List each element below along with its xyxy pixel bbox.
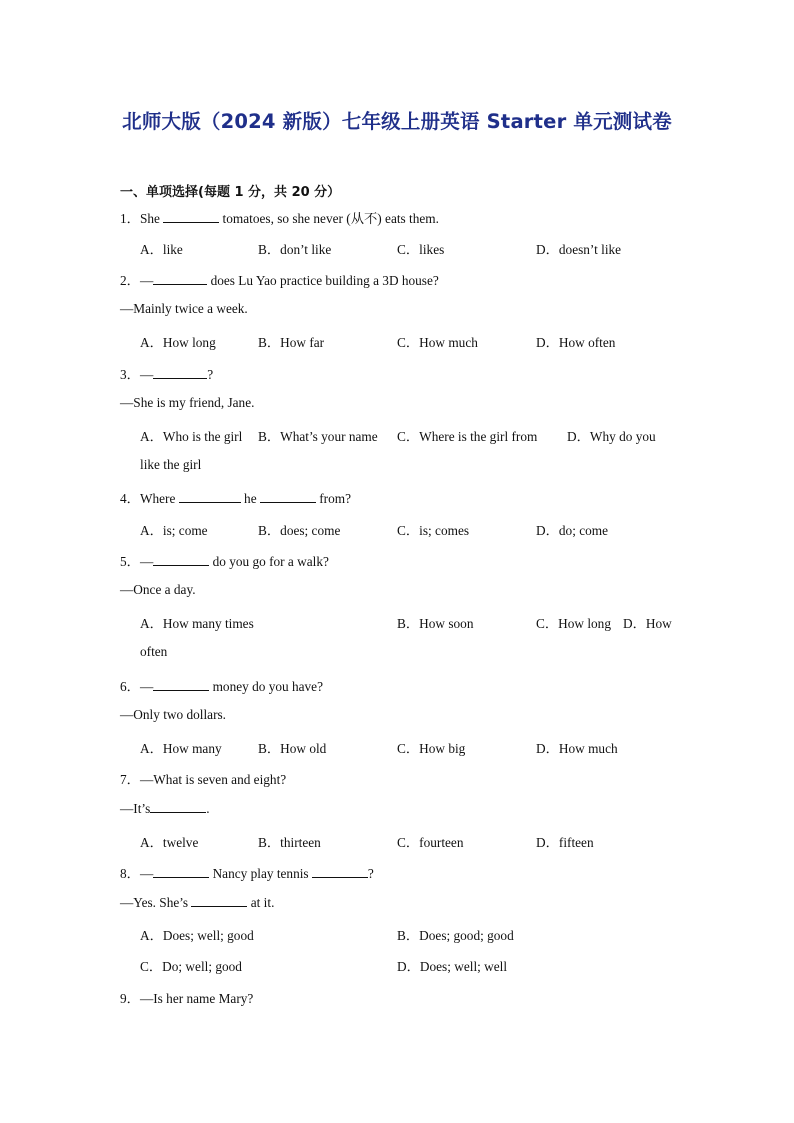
question-7-option-a: A．twelve — [140, 835, 199, 850]
answer-blank — [191, 894, 247, 907]
answer-blank — [163, 210, 219, 223]
question-4-option-d: D．do; come — [536, 523, 609, 538]
question-7-option-d: D．fifteen — [536, 835, 594, 850]
answer-blank — [260, 490, 316, 503]
question-2-option-b: B．How far — [258, 335, 325, 350]
question-1-option-b: B．don’t like — [258, 242, 332, 257]
question-1-option-c: C．likes — [397, 242, 445, 257]
question-6-option-c: C．How big — [397, 741, 466, 756]
question-5-option-d-wrap: often — [140, 644, 168, 659]
question-7-option-b: B．thirteen — [258, 835, 321, 850]
answer-blank — [153, 366, 207, 379]
question-8-option-d: D．Does; well; well — [397, 959, 508, 974]
question-5-option-a: A．How many times — [140, 616, 254, 631]
question-6-option-a: A．How many — [140, 741, 222, 756]
question-4-option-c: C．is; comes — [397, 523, 470, 538]
question-7-option-c: C．fourteen — [397, 835, 464, 850]
question-3-reply: —She is my friend, Jane. — [120, 395, 255, 410]
question-3-option-b: B．What’s your name — [258, 429, 378, 444]
question-5-option-c: C．How long — [536, 616, 611, 631]
answer-blank — [153, 678, 209, 691]
question-9-stem: 9．—Is her name Mary? — [120, 991, 254, 1006]
question-7-reply: —It’s . — [120, 801, 210, 816]
question-1-option-d: D．doesn’t like — [536, 242, 622, 257]
question-4-option-b: B．does; come — [258, 523, 341, 538]
question-3-option-c: C．Where is the girl from — [397, 429, 538, 444]
question-2-option-c: C．How much — [397, 335, 478, 350]
answer-blank — [153, 553, 209, 566]
question-7-stem: 7．—What is seven and eight? — [120, 772, 287, 787]
question-6-option-d: D．How much — [536, 741, 618, 756]
question-1-stem: 1．She tomatoes, so she never (从不) eats them. — [120, 211, 439, 226]
question-8-reply: —Yes. She’s at it. — [120, 895, 275, 910]
answer-blank — [150, 800, 206, 813]
question-6-reply: —Only two dollars. — [120, 707, 226, 722]
answer-blank — [312, 865, 368, 878]
question-2-reply: —Mainly twice a week. — [120, 301, 248, 316]
answer-blank — [153, 865, 209, 878]
question-8-stem: 8．— Nancy play tennis ? — [120, 866, 374, 881]
section-title: 一、单项选择(每题 1 分，共 20 分） — [120, 185, 341, 200]
question-3-stem: 3．— ? — [120, 367, 214, 382]
question-4-option-a: A．is; come — [140, 523, 208, 538]
question-2-stem: 2．— does Lu Yao practice building a 3D house? — [120, 273, 439, 288]
question-5-stem: 5．— do you go for a walk? — [120, 554, 329, 569]
answer-blank — [179, 490, 241, 503]
question-8-option-b: B．Does; good; good — [397, 928, 514, 943]
question-6-stem: 6．— money do you have? — [120, 679, 323, 694]
exam-title: 北师大版（2024 新版）七年级上册英语 Starter 单元测试卷 — [122, 110, 672, 133]
answer-blank — [153, 272, 207, 285]
question-8-option-c: C．Do; well; good — [140, 959, 242, 974]
question-2-option-d: D．How often — [536, 335, 616, 350]
question-2-option-a: A．How long — [140, 335, 216, 350]
question-5-reply: —Once a day. — [120, 582, 196, 597]
question-3-option-a: A．Who is the girl — [140, 429, 243, 444]
question-5-option-b: B．How soon — [397, 616, 474, 631]
question-3-option-d-wrap: like the girl — [140, 457, 202, 472]
question-6-option-b: B．How old — [258, 741, 327, 756]
question-5-option-d: D．How — [623, 616, 672, 631]
question-4-stem: 4．Where he from? — [120, 491, 351, 506]
question-8-option-a: A．Does; well; good — [140, 928, 254, 943]
question-3-option-d: D．Why do you — [567, 429, 656, 444]
question-1-option-a: A．like — [140, 242, 183, 257]
